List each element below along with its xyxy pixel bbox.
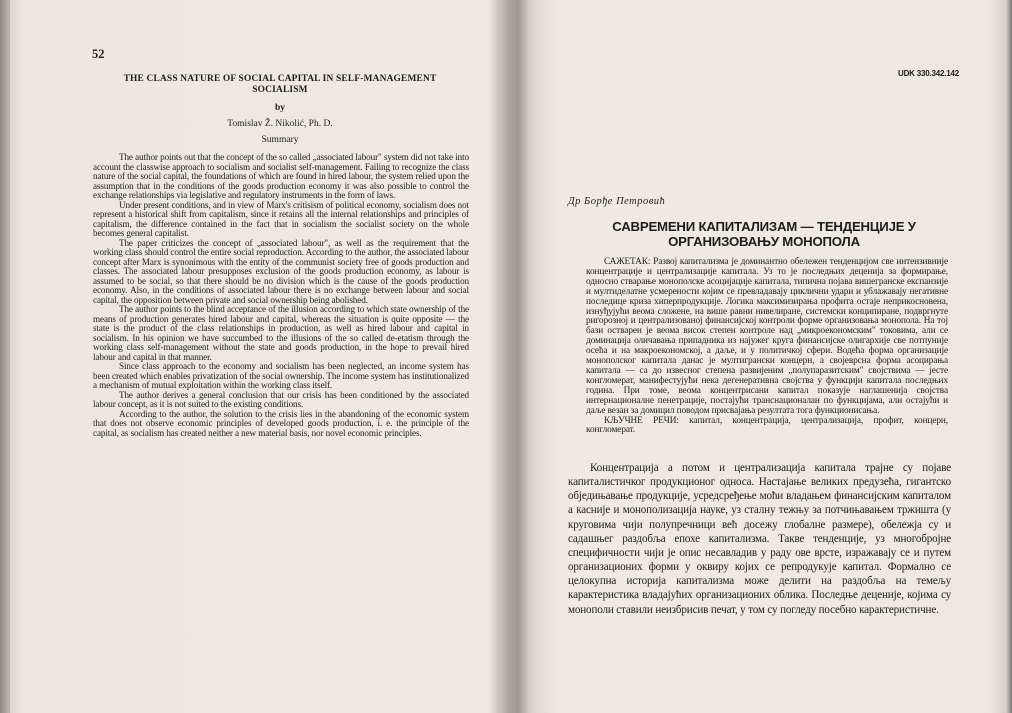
summary-paragraph: According to the author, the solution to the crisis lies in the abandoning of the economic system that does not observe economic principles of developed goods production, i. e. the principle of the capital, as socialism has created neither a new material basis, nor novel economic principles. [93, 408, 469, 438]
summary-text [93, 153, 469, 438]
abstract-paragraph: САЖЕТАК: Развој капитализма је доминантно обележен тенденцијом све интензивније концентрације и централизације капитала. Уз то је последњих деценија за формирање, односно стварање монополске асоцијације капитала, типична појава вишегранске експанзије и мултиделатне усмерености којим се превладавају циклични удари и ублажавају негативне последице криза хиперпродукције. Логика максимизирања профита остаје неприкосновена, изнуђујући веома сложене, на више равни нивелиране, системски конципиране, подвргнуте ригорозној и централизованој финансијској контроли форме организовања монопола. На тој бази остварен је веома висок степен контроле над „микроекономским" токовима, али се доминација оличавања припадника из најужег круга финансијске олигархије све потпуније осећа и на макроекономској, а даље, и у политичкој сфери. Водећа форма организације монополског капитала данас је мултигрански концерн, а својеврсна форма асоцирања капитала — са до извесног степена развијеним „полупаразитским" својствима — јесте конгломерат, манифестујући нека дегенеративна својства у функцији капитала последњих година. При томе, веома концентрисани капитал показује наглашенија својства интернационалне пенетрације, постајући транснационалан по функцијама, али остајући и даље везан за домицил поводом присвајања резултата тога функционисања. [586, 257, 948, 416]
udk-code: UDK 330.342.142 [898, 69, 960, 78]
summary-paragraph: The author points to the blind acceptance of the illusion according to which state ownership of the means of production generates hired labour and capital, whereas the situation is quite opposite — the state is the product of the class relationships in production, as well as hired labour and capital in socialism. In his opinion we have succumbed to the illusions of the so called de-etatism through the working class self-management without the state and goods production, in the hope to prevail hired labour and capital in that manner. [93, 304, 469, 362]
article-title-en: THE CLASS NATURE OF SOCIAL CAPITAL IN SELF-MANAGEMENT SOCIALISM [123, 74, 437, 95]
page-number: 52 [92, 47, 105, 61]
body-text [568, 461, 951, 617]
right-page [518, 0, 1012, 713]
summary-paragraph: The author derives a general conclusion that our crisis has been conditioned by the associated labour concept, as it is not suited to the existing conditions. [93, 389, 469, 409]
body-paragraph: Концентрација а потом и централизација капитала трајне су појаве капиталистичког продукционог односа. Настајање великих предузећа, гигантско обједињавање продукције, усредсређење моћи владањем финансијским капиталом а касније и монополизација науке, уз сталну тежњу за потчињавањем тржишта (у круговима чији полупречници већ досежу глобалне размере), обележја су и садашњег раздобља епохе капитализма. Такве тенденције, уз многобројне специфичности чији је опис несавладив у раду ове врсте, изражавају се и путем организационих форми у оквиру којих се репродукује капитал. Формално се целокупна историја капитализма може делити на раздобља на темељу карактеристика владајућих организационих облика. Последње деценије, којима су монополи ставили неизбрисив печат, у том су погледу посебно карактеристичне. [568, 462, 951, 616]
author-sr: Др Борђе Петровић [568, 196, 666, 207]
keywords-paragraph: КЉУЧНЕ РЕЧИ: капитал, концентрација, централизација, профит, концерн, конгломерат. [586, 415, 948, 436]
summary-paragraph: The author points out that the concept of the so called „associated labour" system did not take into account the classwise approach to socialism and socialist self-management. Failing to recognize the class nature of the social capital, the foundations of which are found in hired labour, the system relied upon the assumption that in the conditions of the goods production economy it was also possible to control the exchange relationships via legislative and regulatory instruments in the form of laws. [93, 152, 469, 200]
summary-heading: Summary [261, 135, 299, 145]
summary-paragraph: The paper criticizes the concept of „associated labour", as well as the requirement that the working class should control the entire social reproduction. According to the author, the associated labour concept after Marx is synonimous with the entity of the communist society free of goods production and classes. The associated labour presupposes exclusion of the goods production economy, as labour is assumed to be social, so that there should be no division which is the cause of the goods production economy. Also, in the conditions of associated labour there is no exchange between labour and social capital, the opposition between private and social ownership being abolished. [93, 237, 469, 305]
summary-paragraph: Under present conditions, and in view of Marx's critisism of political economy, socialism does not represent a historical shift from capitalism, since it retains all the internal relationships and principles of capitalism, the difference contained in the fact that in socialism the socialist society on the whole becomes general capitalist. [93, 199, 469, 238]
author-en: Tomislav Ž. Nikolić, Ph. D. [227, 119, 333, 129]
article-title-sr: САВРЕМЕНИ КАПИТАЛИЗАМ — ТЕНДЕНЦИЈЕ У ОРГАНИЗОВАЊУ МОНОПОЛА [612, 219, 916, 249]
abstract-text [586, 258, 948, 436]
by-line: by [274, 103, 286, 113]
summary-paragraph: Since class approach to the economy and socialism has been neglected, an income system has been created which enables privatization of the social ownership. The income system has institutionalized a mechanism of mutual exploitation within the working class itself. [93, 361, 470, 390]
